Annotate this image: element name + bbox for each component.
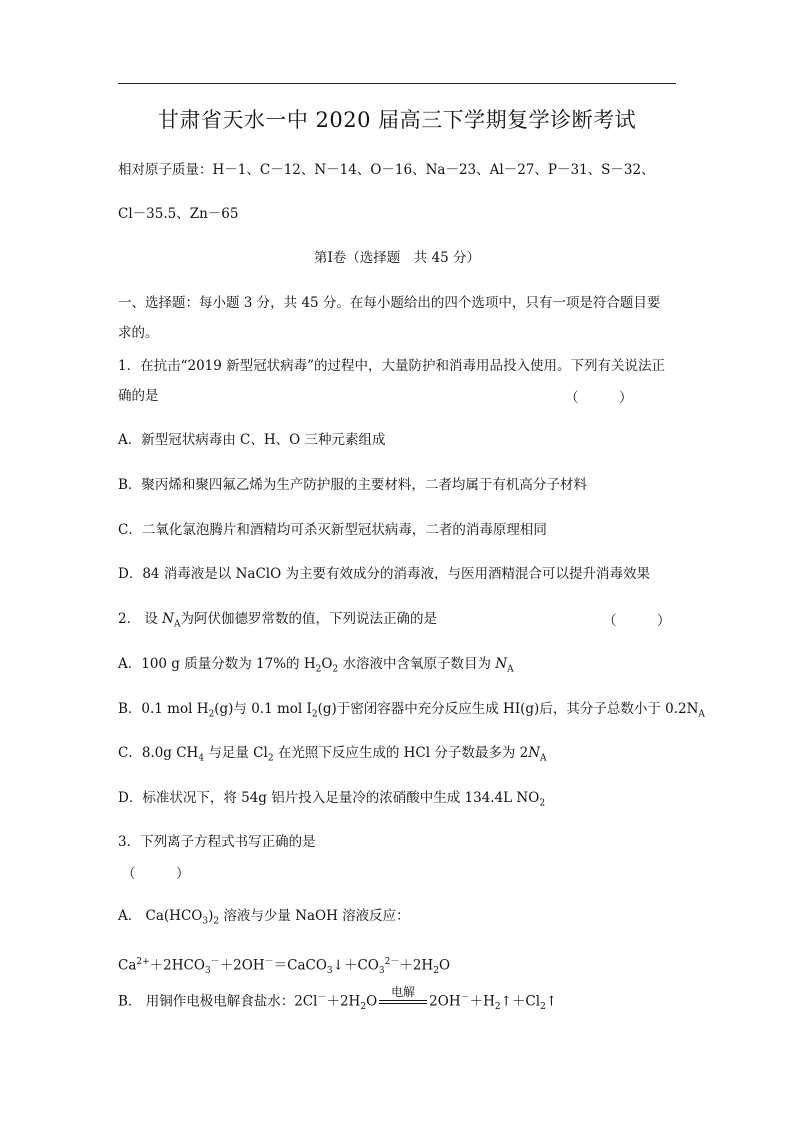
atomic-mass-line-1: 相对原子质量：H－1、C－12、N－14、O－16、Na－23、Al－27、P－31、S－32、 — [118, 162, 655, 178]
atomic-mass-line-2: Cl－35.5、Zn－65 — [118, 206, 239, 222]
q1-option-d: D．84 消毒液是以 NaClO 为主要有效成分的消毒液，与医用酒精混合可以提升消毒效果 — [118, 566, 650, 582]
q1-option-a: A．新型冠状病毒由 C、H、O 三种元素组成 — [118, 432, 386, 448]
electrolysis-arrow — [379, 985, 427, 1009]
instructions-line-1: 一、选择题：每小题 3 分，共 45 分。在每小题给出的四个选项中，只有一项是符合题目要 — [118, 295, 661, 311]
q1-option-c: C．二氧化氯泡腾片和酒精均可杀灭新型冠状病毒，二者的消毒原理相同 — [118, 522, 547, 538]
q2-answer-paren: （ ） — [603, 613, 671, 629]
q2-option-d: D．标准状况下，将 54g 铝片投入足量冷的浓硝酸中生成 134.4L $NO_2$ — [118, 790, 546, 809]
q2-stem: 2． 设 $N_A$为阿伏伽德罗常数的值，下列说法正确的是 — [118, 611, 437, 630]
q2-option-a: A．100 g 质量分数为 17%的 $H_2O_2$ 水溶液中含氧原子数目为 $N_A$ — [118, 656, 514, 675]
q3-stem: 3．下列离子方程式书写正确的是 — [118, 834, 316, 850]
q2-option-c: C．8.0g $CH_4$ 与足量 $Cl_2$ 在光照下反应生成的 HCl 分子数最多为 $2N_A$ — [118, 745, 547, 764]
q1-stem-line-2: 确的是 — [118, 388, 159, 404]
header-rule — [118, 83, 676, 84]
q1-option-b: B．聚丙烯和聚四氟乙烯为生产防护服的主要材料，二者均属于有机高分子材料 — [118, 477, 587, 493]
q3-option-a-equation: $Ca^{2+}+2HCO_3^-+2OH^-=CaCO_3↓+CO_3^{2-}+2H_2O$ — [118, 957, 451, 977]
q1-answer-paren: （ ） — [565, 390, 633, 406]
instructions-line-2: 求的。 — [118, 325, 159, 341]
section-title: 第Ⅰ卷（选择题 共 45 分） — [313, 250, 481, 266]
exam-title: 甘肃省天水一中 2020 届高三下学期复学诊断考试 — [157, 108, 637, 132]
electrolysis-label: 电解 — [391, 985, 416, 999]
q2-option-b: B．0.1 mol $H_2(g)$与 0.1 mol $I_2(g)$于密闭容器中充分反应生成 HI(g)后，其分子总数小于 $0.2N_A$ — [118, 701, 705, 720]
q3-option-b: B． 用铜作电极电解食盐水：$2Cl^-+2H_2O$ 电解 $2OH^-+H_2↑+Cl_2↑$ — [118, 988, 557, 1017]
q3-answer-paren: （ ） — [122, 866, 190, 882]
q3-option-a: A． $Ca(HCO_3)_2$ 溶液与少量 NaOH 溶液反应： — [118, 908, 410, 927]
q1-stem-line-1: 1．在抗击“2019 新型冠状病毒”的过程中，大量防护和消毒用品投入使用。下列有关说法正 — [118, 358, 666, 374]
